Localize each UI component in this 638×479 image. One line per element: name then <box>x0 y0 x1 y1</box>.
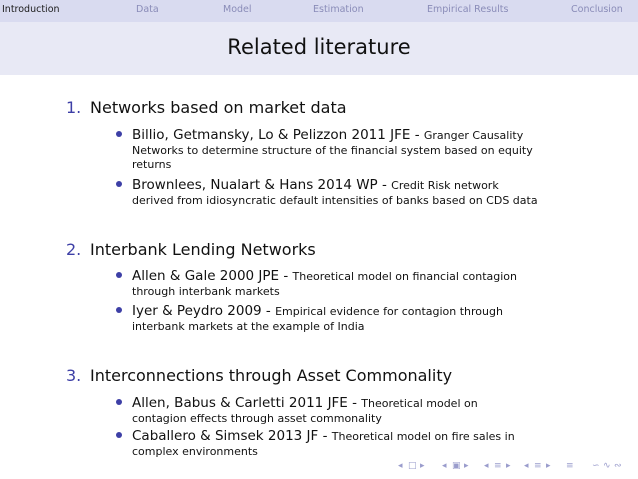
description-continued: through interbank markets <box>132 285 280 298</box>
back-icon[interactable]: ∽ <box>592 461 600 471</box>
slide-title: Related literature <box>227 35 411 59</box>
literature-entry <box>132 174 602 208</box>
arrow-left-icon[interactable]: ◂ <box>524 461 529 471</box>
description: Theoretical model on financial contagion <box>292 270 517 283</box>
citation: Allen & Gale 2000 JPE - <box>132 268 293 284</box>
nav-item-estimation[interactable]: Estimation <box>313 4 364 15</box>
description: Theoretical model on fire sales in <box>331 430 515 443</box>
section-navigation-bar <box>0 0 638 22</box>
arrow-left-icon[interactable]: ◂ <box>484 461 489 471</box>
presentation-icon[interactable]: ≡ <box>534 461 542 471</box>
bullet-icon <box>116 432 122 438</box>
frame-icon[interactable]: □ <box>408 461 417 471</box>
bullet-icon <box>116 181 122 187</box>
item-number: 1. <box>66 98 82 117</box>
citation: Allen, Babus & Carletti 2011 JFE - <box>132 395 362 411</box>
bullet-icon <box>116 399 122 405</box>
arrow-left-icon[interactable]: ◂ <box>398 461 403 471</box>
literature-entry <box>132 300 602 334</box>
search-icon[interactable]: ∿ <box>603 461 611 471</box>
arrow-right-icon[interactable]: ▸ <box>506 461 511 471</box>
item-title: Interconnections through Asset Commonality <box>90 366 453 385</box>
bullet-icon <box>116 131 122 137</box>
description-continued: Networks to determine structure of the financial system based on equity <box>132 144 533 157</box>
literature-entry <box>132 425 602 459</box>
literature-entry <box>132 392 602 426</box>
item-title: Networks based on market data <box>90 98 347 117</box>
nav-item-introduction[interactable]: Introduction <box>2 4 60 15</box>
nav-item-model[interactable]: Model <box>223 4 252 15</box>
literature-entry <box>132 124 602 172</box>
section-icon[interactable]: ≡ <box>494 461 502 471</box>
forward-icon[interactable]: ∾ <box>614 461 622 471</box>
description-continued: returns <box>132 158 172 171</box>
citation: Billio, Getmansky, Lo & Pelizzon 2011 JFE - <box>132 127 424 143</box>
description: Granger Causality <box>423 129 524 142</box>
literature-entry <box>132 265 602 299</box>
description: Empirical evidence for contagion through <box>275 305 503 318</box>
citation: Brownlees, Nualart & Hans 2014 WP - <box>132 177 392 193</box>
align-icon[interactable]: ≡ <box>566 461 574 471</box>
arrow-right-icon[interactable]: ▸ <box>464 461 469 471</box>
nav-item-data[interactable]: Data <box>136 4 159 15</box>
item-number: 3. <box>66 366 82 385</box>
citation: Caballero & Simsek 2013 JF - <box>132 428 332 444</box>
description: Credit Risk network <box>391 179 499 192</box>
item-number: 2. <box>66 240 82 259</box>
description-continued: contagion effects through asset commonality <box>132 412 382 425</box>
subsection-icon[interactable]: ▣ <box>452 461 461 471</box>
nav-item-conclusion[interactable]: Conclusion <box>571 4 623 15</box>
arrow-left-icon[interactable]: ◂ <box>442 461 447 471</box>
frame-title-bar <box>0 22 638 75</box>
item-title: Interbank Lending Networks <box>90 240 316 259</box>
citation: Iyer & Peydro 2009 - <box>132 303 276 319</box>
description-continued: derived from idiosyncratic default intensities of banks based on CDS data <box>132 194 538 207</box>
description-continued: complex environments <box>132 445 258 458</box>
nav-item-empirical-results[interactable]: Empirical Results <box>427 4 509 15</box>
bullet-icon <box>116 272 122 278</box>
bullet-icon <box>116 307 122 313</box>
description: Theoretical model on <box>361 397 478 410</box>
arrow-right-icon[interactable]: ▸ <box>420 461 425 471</box>
description-continued: interbank markets at the example of India <box>132 320 365 333</box>
arrow-right-icon[interactable]: ▸ <box>546 461 551 471</box>
